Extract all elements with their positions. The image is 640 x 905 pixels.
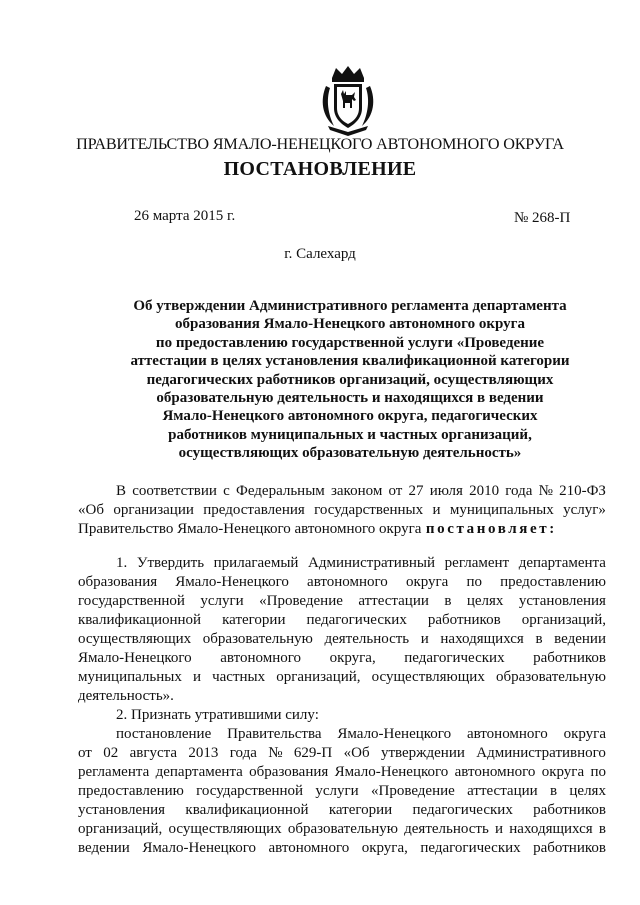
word: установления — [518, 593, 606, 609]
item1-line — [78, 592, 606, 611]
item1-line — [78, 649, 606, 668]
word: Административный — [308, 555, 436, 571]
word: категории — [328, 802, 393, 818]
word: в — [598, 821, 606, 837]
word: 27 — [408, 483, 424, 499]
item1-line — [78, 611, 606, 630]
title-line: педагогических работников организаций, осуществляющих — [146, 371, 554, 388]
word: Административного — [476, 745, 606, 761]
item1-line — [78, 554, 606, 573]
word: с — [223, 483, 230, 499]
word: образовательную — [287, 821, 398, 837]
title-line: Ямало-Ненецкого автономного округа, педагогических — [162, 408, 538, 425]
word: по — [590, 764, 606, 780]
word: организаций, — [521, 612, 606, 628]
item2-line — [78, 744, 606, 763]
word: работников — [533, 650, 606, 666]
word: «Проведение — [259, 593, 343, 609]
item2-line — [78, 839, 606, 858]
word: «Об — [78, 502, 104, 518]
word: осуществляющих — [371, 669, 485, 685]
organization-name: ПРАВИТЕЛЬСТВО ЯМАЛО-НЕНЕЦКОГО АВТОНОМНОГО ОКРУГА — [76, 135, 564, 153]
word: муниципальных — [78, 669, 182, 685]
title-line: образовательную деятельность и находящихся в ведении — [156, 390, 544, 407]
item1-line — [78, 573, 606, 592]
word: целях — [466, 593, 504, 609]
word: утверждении — [380, 745, 465, 761]
word: организаций, — [78, 821, 163, 837]
word: государственной — [78, 593, 185, 609]
word: Правительства — [227, 726, 322, 742]
word: округа — [405, 574, 449, 590]
word: округа — [563, 726, 606, 742]
word: автономного — [268, 840, 350, 856]
word: осуществляющих — [168, 821, 282, 837]
word: округа, — [361, 840, 408, 856]
word: департамента — [518, 555, 606, 571]
word: предоставлению — [78, 783, 184, 799]
word: организаций, — [276, 669, 361, 685]
word: законом — [330, 483, 383, 499]
title-line: осуществляющих образовательную деятельность» — [178, 445, 522, 462]
word: Ямало-Ненецкого — [337, 726, 452, 742]
decree-word: постановляет: — [425, 521, 557, 537]
word: деятельность — [324, 631, 410, 647]
word: автономного — [454, 764, 536, 780]
word: категории — [222, 612, 286, 628]
word: организации — [113, 502, 194, 518]
word: 2013 — [188, 745, 219, 761]
word: осуществляющих — [78, 631, 192, 647]
item1-line: деятельность». — [78, 688, 174, 704]
word: июля — [429, 483, 463, 499]
preamble-text: Правительство Ямало-Ненецкого автономного округа — [78, 521, 422, 537]
title-line: аттестации в целях установления квалификационной категории — [130, 353, 570, 370]
word: целях — [569, 783, 606, 799]
word: и — [420, 631, 429, 647]
word: В — [116, 483, 127, 499]
word: и — [495, 821, 504, 837]
item2-line — [78, 801, 606, 820]
word: предоставления — [203, 502, 305, 518]
item2-line — [78, 763, 606, 782]
word: в — [444, 593, 452, 609]
word: Утвердить — [136, 555, 205, 571]
word: работников — [427, 612, 501, 628]
word: в — [549, 783, 558, 799]
word: ведении — [78, 840, 130, 856]
word: регламента — [78, 764, 150, 780]
word: регламент — [444, 555, 510, 571]
yamal-nenets-coat-of-arms-icon — [318, 64, 378, 136]
word: педагогических — [404, 650, 505, 666]
word: работников — [533, 840, 606, 856]
word: педагогических — [412, 802, 513, 818]
word: государственной — [196, 783, 304, 799]
title-line: работников муниципальных и частных организаций, — [168, 426, 532, 443]
word: Ямало-Ненецкого — [142, 840, 256, 856]
title-line: по предоставлению государственной услуги «Проведение — [155, 334, 545, 351]
word: округа — [541, 764, 585, 780]
title-line: Об утверждении Административного регламента департамента — [133, 298, 567, 314]
word: аттестации — [467, 783, 538, 799]
document-body — [78, 482, 606, 858]
word: № — [268, 745, 283, 761]
word: Ямало-Ненецкого — [175, 574, 289, 590]
word: частных — [212, 669, 266, 685]
word: года — [505, 483, 533, 499]
word: № — [538, 483, 553, 499]
word: образования — [249, 764, 329, 780]
word: муниципальных — [449, 502, 554, 518]
word: Ямало-Ненецкого — [334, 764, 449, 780]
word: услуги — [315, 783, 359, 799]
preamble-line — [78, 501, 606, 520]
document-type: ПОСТАНОВЛЕНИЕ — [223, 158, 417, 180]
document-date: 26 марта 2015 г. — [134, 208, 236, 224]
word: 2010 — [469, 483, 500, 499]
word: государственных — [314, 502, 424, 518]
word: квалификационной — [185, 802, 309, 818]
word: услуг» — [563, 502, 606, 518]
word: педагогических — [420, 840, 521, 856]
word: департамента — [155, 764, 243, 780]
word: и — [192, 669, 201, 685]
word: Ямало-Ненецкого — [78, 650, 192, 666]
preamble-line — [78, 520, 606, 539]
word: находящихся — [440, 631, 524, 647]
word: «Проведение — [371, 783, 455, 799]
word: соответствии — [132, 483, 217, 499]
word: образовательную — [495, 669, 606, 685]
word: аттестации — [358, 593, 429, 609]
word: в — [535, 631, 543, 647]
document-city: г. Салехард — [284, 246, 356, 262]
word: и — [432, 502, 441, 518]
word: от — [78, 745, 92, 761]
item2-line — [78, 782, 606, 801]
word: автономного — [220, 650, 301, 666]
word: Федеральным — [235, 483, 325, 499]
word: установления — [78, 802, 166, 818]
word: от — [388, 483, 403, 499]
word: по — [466, 574, 482, 590]
word: автономного — [466, 726, 548, 742]
item1-line — [78, 668, 606, 687]
document-number: № 268-П — [514, 210, 571, 226]
word: работников — [533, 802, 606, 818]
word: квалификационной — [78, 612, 202, 628]
word: деятельность — [404, 821, 489, 837]
word: педагогических — [306, 612, 407, 628]
word: образования — [78, 574, 158, 590]
title-line: образования Ямало-Ненецкого автономного округа — [175, 316, 525, 333]
item2-line — [78, 725, 606, 744]
word: автономного — [307, 574, 388, 590]
item1-line — [78, 630, 606, 649]
word: ведении — [554, 631, 606, 647]
word: 02 — [103, 745, 119, 761]
word: 1. — [116, 555, 128, 571]
word: «Об — [343, 745, 370, 761]
word: года — [229, 745, 257, 761]
word: предоставлению — [500, 574, 606, 590]
document-title — [100, 297, 600, 463]
word: образовательную — [202, 631, 313, 647]
preamble-line — [78, 482, 606, 501]
word: августа — [129, 745, 178, 761]
item2-line — [78, 820, 606, 839]
item2-heading: 2. Признать утратившими силу: — [116, 707, 319, 723]
word: услуги — [200, 593, 244, 609]
word: 210-ФЗ — [559, 483, 606, 499]
word: находящихся — [509, 821, 593, 837]
word: прилагаемый — [213, 555, 299, 571]
word: округа, — [329, 650, 376, 666]
word: 629-П — [293, 745, 333, 761]
word: постановление — [116, 726, 212, 742]
